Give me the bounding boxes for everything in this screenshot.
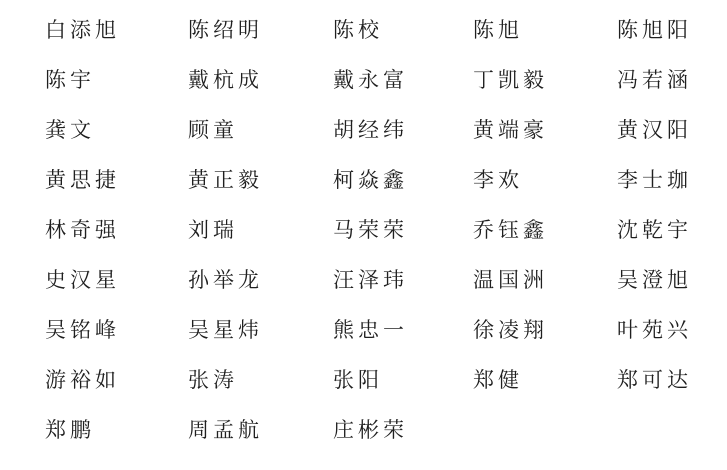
name-cell: 郑可达 [617,367,692,392]
name-cell: 吴澄旭 [617,267,692,292]
name-cell: 张阳 [333,367,383,392]
name-cell: 戴杭成 [188,67,263,92]
name-cell: 庄彬荣 [333,417,408,442]
name-cell: 吴铭峰 [45,317,120,342]
name-cell: 陈校 [333,17,383,42]
name-cell: 张涛 [188,367,238,392]
name-cell: 汪泽玮 [333,267,408,292]
name-cell: 熊忠一 [333,317,408,342]
name-cell: 胡经纬 [333,117,408,142]
name-cell: 陈宇 [45,67,95,92]
name-cell: 温国洲 [473,267,548,292]
name-cell: 顾童 [188,117,238,142]
name-cell: 乔钰鑫 [473,217,548,242]
name-cell: 陈绍明 [188,17,263,42]
name-cell: 沈乾宇 [617,217,692,242]
name-cell: 李欢 [473,167,523,192]
name-cell: 李士珈 [617,167,692,192]
name-cell: 黄正毅 [188,167,263,192]
name-cell: 马荣荣 [333,217,408,242]
name-cell: 冯若涵 [617,67,692,92]
name-cell: 孙举龙 [188,267,263,292]
name-cell: 陈旭阳 [617,17,692,42]
name-cell: 徐凌翔 [473,317,548,342]
name-cell: 周孟航 [188,417,263,442]
name-cell: 游裕如 [45,367,120,392]
name-cell: 戴永富 [333,67,408,92]
name-roster-grid [45,5,727,455]
name-cell: 黄汉阳 [617,117,692,142]
name-cell: 黄思捷 [45,167,120,192]
name-cell: 郑鹏 [45,417,95,442]
name-cell: 龚文 [45,117,95,142]
name-cell: 黄端豪 [473,117,548,142]
name-cell: 叶苑兴 [617,317,692,342]
name-cell: 丁凯毅 [473,67,548,92]
name-cell: 陈旭 [473,17,523,42]
name-cell: 郑健 [473,367,523,392]
name-cell: 柯焱鑫 [333,167,408,192]
name-cell: 白添旭 [45,17,120,42]
name-cell: 林奇强 [45,217,120,242]
name-cell: 吴星炜 [188,317,263,342]
name-cell: 史汉星 [45,267,120,292]
name-cell: 刘瑞 [188,217,238,242]
